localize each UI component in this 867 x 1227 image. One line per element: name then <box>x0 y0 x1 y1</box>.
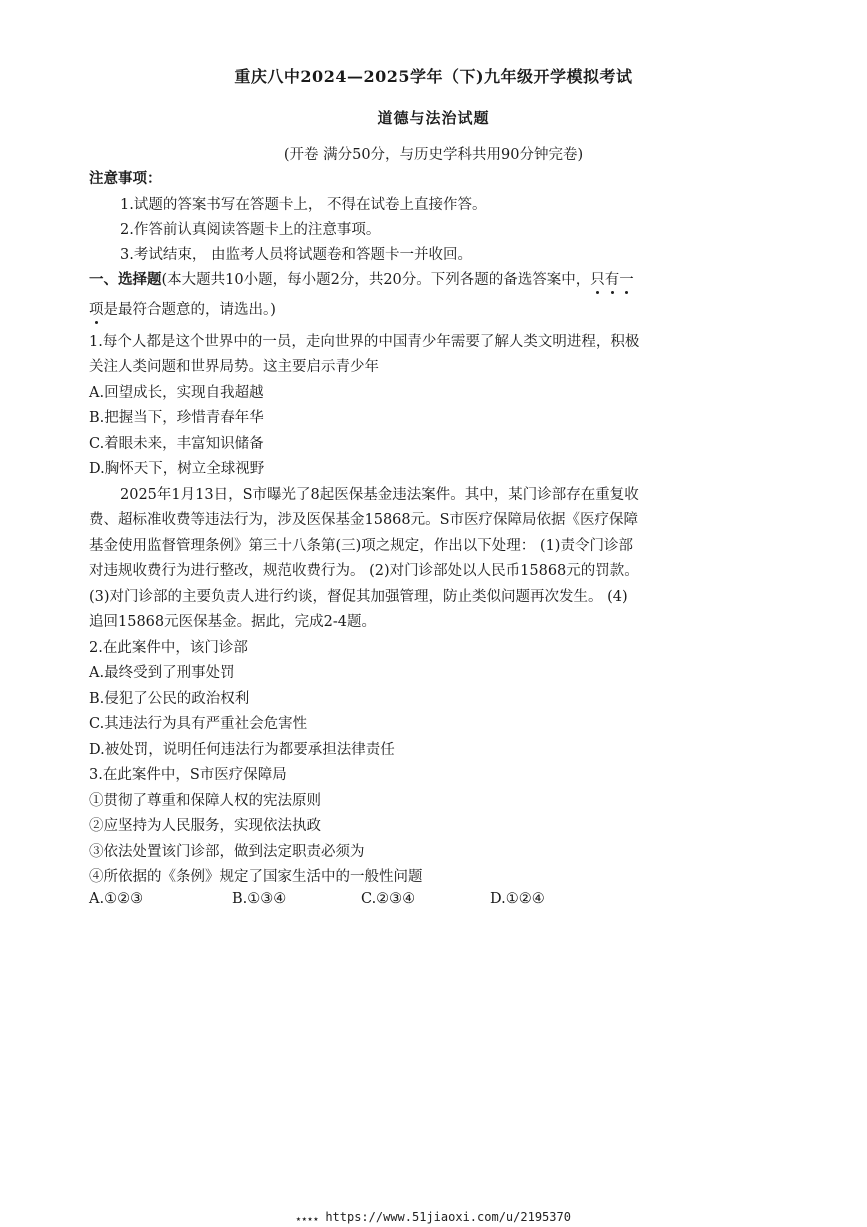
q2-option-c: C.其违法行为具有严重社会危害性 <box>89 716 308 732</box>
section1-desc: (本大题共10小题，每小题2分，共20分。下列各题的备选答案中， <box>161 272 591 288</box>
q1-stem-line2: 关注人类问题和世界局势。这主要启示青少年 <box>89 359 379 375</box>
material-line-5: (3)对门诊部的主要负责人进行约谈，督促其加强管理，防止类似问题再次发生。 (4) <box>89 589 628 605</box>
material-line-1: 2025年1月13日，S市曝光了8起医保基金违法案件。其中，某门诊部存在重复收 <box>120 487 639 503</box>
section1-heading: 一、选择题 <box>89 271 162 288</box>
q2-option-d: D.被处罚，说明任何违法行为都要承担法律责任 <box>89 742 395 758</box>
q3-statement-3: ③依法处置该门诊部，做到法定职责必须为 <box>89 844 365 860</box>
q3-statement-2: ②应坚持为人民服务，实现依法执政 <box>89 818 321 834</box>
q1-option-d: D.胸怀天下，树立全球视野 <box>89 461 265 477</box>
q1-option-b: B.把握当下，珍惜青春年华 <box>89 410 264 426</box>
emphasis-char-4: 项 <box>89 302 104 318</box>
section1-instruction-line2 <box>89 298 276 319</box>
q1-option-c: C.着眼未来，丰富知识储备 <box>89 436 264 452</box>
q2-option-b: B.侵犯了公民的政治权利 <box>89 691 250 707</box>
material-line-6: 追回15868元医保基金。据此，完成2-4题。 <box>89 614 376 630</box>
q3-statement-4: ④所依据的《条例》规定了国家生活中的一般性问题 <box>89 869 423 885</box>
emphasis-char-2: 有 <box>604 272 620 288</box>
score-note: (开卷 满分50分，与历史学科共用90分钟完卷) <box>283 147 584 163</box>
emphasis-char-3: 一 <box>619 272 634 288</box>
q1-option-a: A.回望成长，实现自我超越 <box>89 385 264 401</box>
notice-item-1: 1.试题的答案书写在答题卡上， 不得在试卷上直接作答。 <box>120 197 487 213</box>
footer-watermark <box>0 1210 867 1224</box>
q3-choice-a: A.①②③ <box>89 891 144 907</box>
watermark-url[interactable]: https://www.51jiaoxi.com/u/2195370 <box>325 1210 571 1224</box>
q3-choice-b: B.①③④ <box>232 891 287 907</box>
q3-statement-1: ①贯彻了尊重和保障人权的宪法原则 <box>89 793 321 809</box>
q2-option-a: A.最终受到了刑事处罚 <box>89 665 235 681</box>
section1-instruction-line1 <box>89 268 634 289</box>
exam-subtitle: 道德与法治试题 <box>377 109 490 127</box>
q3-choice-d: D.①②④ <box>490 891 545 907</box>
q2-stem: 2.在此案件中，该门诊部 <box>89 640 248 656</box>
emphasis-char-1: 只 <box>590 272 605 288</box>
exam-title: 重庆八中2024—2025学年（下)九年级开学模拟考试 <box>234 67 633 86</box>
material-line-4: 对违规收费行为进行整改，规范收费行为。 (2)对门诊部处以人民币15868元的罚款。 <box>89 563 639 579</box>
notice-item-3: 3.考试结束， 由监考人员将试题卷和答题卡一并收回。 <box>120 247 472 263</box>
material-line-2: 费、超标准收费等违法行为，涉及医保基金15868元。S市医疗保障局依据《医疗保障 <box>89 512 639 528</box>
q1-stem-line1: 1.每个人都是这个世界中的一员，走向世界的中国青少年需要了解人类文明进程，积极 <box>89 334 640 350</box>
q3-choice-c: C.②③④ <box>361 891 416 907</box>
watermark-stars: ★★★★ <box>296 1214 320 1223</box>
q3-stem: 3.在此案件中，S市医疗保障局 <box>89 767 287 783</box>
notice-item-2: 2.作答前认真阅读答题卡上的注意事项。 <box>120 222 381 238</box>
notice-heading: 注意事项： <box>89 170 162 187</box>
section1-desc-rest: 是最符合题意的，请选出。) <box>103 302 276 318</box>
material-line-3: 基金使用监督管理条例》第三十八条第(三)项之规定，作出以下处理： (1)责令门诊部 <box>89 538 633 554</box>
